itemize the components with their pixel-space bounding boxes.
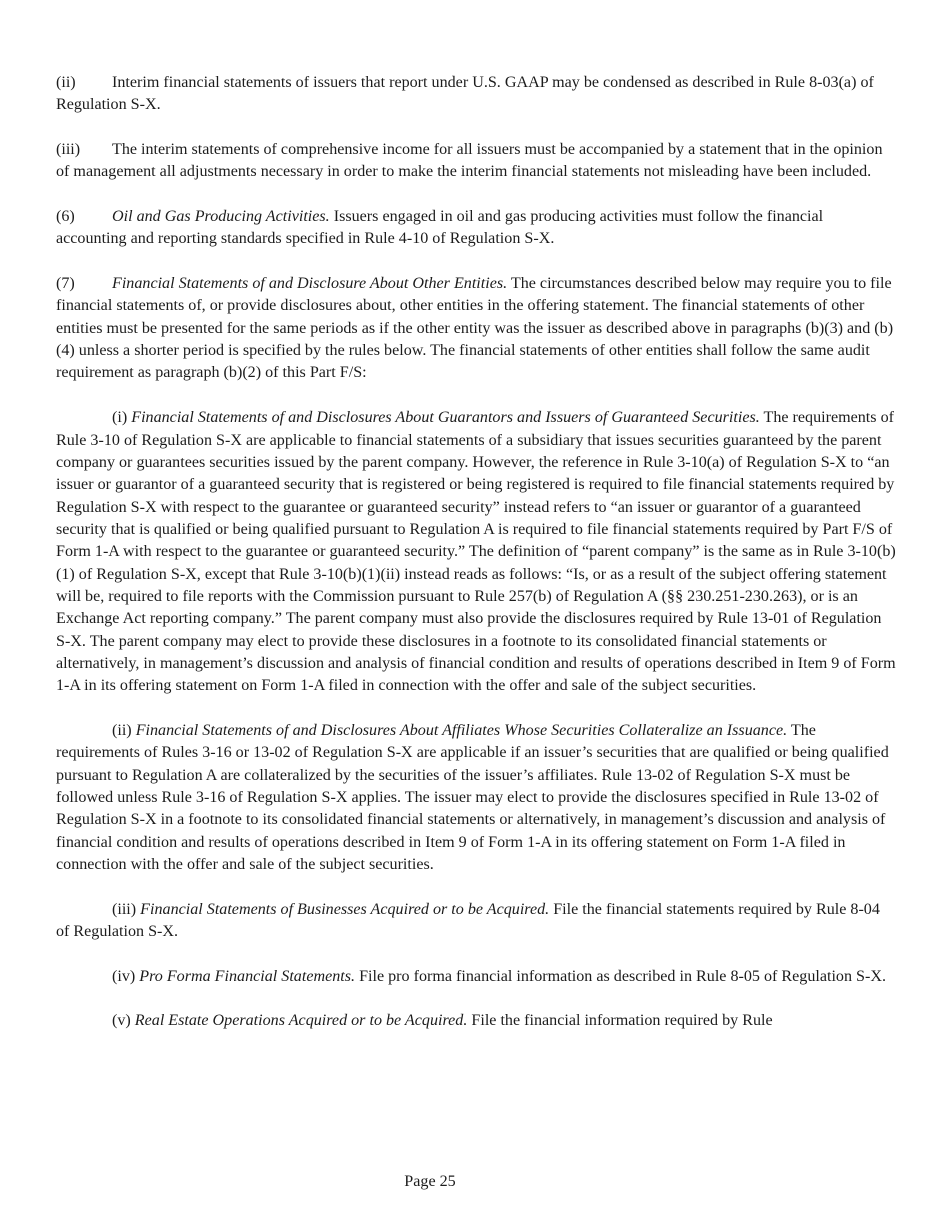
paragraph-heading: Financial Statements of Businesses Acquired or to be Acquired. [140,900,550,918]
paragraph-oil-gas [56,206,896,251]
paragraph-businesses-acquired [56,899,896,944]
page-number: Page 25 [404,1173,456,1190]
paragraph-text: File the financial information required by Rule [471,1012,773,1030]
paragraph-text: The interim statements of comprehensive income for all issuers must be accompanied by a statement that in the opinion of management all adjustments necessary in order to make the interim financial statements not misleading have been included. [56,141,883,181]
paragraph-number: (ii) [112,721,132,739]
paragraph-heading: Real Estate Operations Acquired or to be Acquired. [134,1012,468,1030]
paragraph-comprehensive-income [56,139,896,184]
paragraph-interim-gaap [56,72,896,117]
paragraph-text: The circumstances described below may require you to file financial statements of, or provide disclosures about, other entities in the offering statement. The financial statements of other entities must be presented for the same periods as if the other entity was the issuer as described above in paragraphs (b)(3) and (b)(4) unless a shorter period is specified by the rules below. The financial statements of other entities shall follow the same audit requirement as paragraph (b)(2) of this Part F/S: [56,275,894,382]
paragraph-number: (6) [56,208,75,226]
paragraph-number: (7) [56,275,75,293]
paragraph-real-estate [56,1010,896,1032]
paragraph-number: (iii) [56,141,81,159]
paragraph-text: Issuers engaged in oil and gas producing activities must follow the financial accounting and reporting standards specified in Rule 4-10 of Regulation S-X. [56,208,824,248]
paragraph-heading: Oil and Gas Producing Activities. [112,208,330,226]
paragraph-text: Interim financial statements of issuers that report under U.S. GAAP may be condensed as described in Rule 8-03(a) of Regulation S-X. [56,74,874,114]
paragraph-number: (iii) [112,900,137,918]
paragraph-number: (ii) [56,74,76,91]
paragraph-number: (i) [112,409,128,427]
paragraph-guarantors [56,407,896,697]
document-page [56,72,896,1033]
paragraph-heading: Financial Statements of and Disclosure About Other Entities. [112,275,508,293]
paragraph-text: The requirements of Rules 3-16 or 13-02 of Regulation S-X are applicable if an issuer’s securities that are qualified or being qualified pursuant to Regulation A are collateralized by the securities of the issuer’s affiliates. Rule 13-02 of Regulation S-X must be followed unless Rule 3-16 of Regulation S-X applies. The issuer may elect to provide the disclosures specified in Rule 13-02 of Regulation S-X in a footnote to its consolidated financial statements or alternatively, in management’s discussion and analysis of financial condition and results of operations described in Item 9 of Form 1-A in its offering statement on Form 1-A filed in connection with the offer and sale of the subject securities. [56,721,889,874]
paragraph-text: File pro forma financial information as described in Rule 8-05 of Regulation S-X. [359,967,887,985]
paragraph-text: The requirements of Rule 3-10 of Regulation S-X are applicable to financial statements of a subsidiary that issues securities guaranteed by the parent company or guarantees securities issued by the parent company. However, the reference in Rule 3-10(a) of Regulation S-X to “an issuer or guarantor of a guaranteed security that is registered or being registered is required to file financial statements required by Regulation S-X with respect to the guarantee or guaranteed security” instead refers to “an issuer or guarantor of a guaranteed security that is qualified or being qualified pursuant to Regulation A is required to file financial statements required by Part F/S of Form 1-A with respect to the guarantee or guaranteed security.” The definition of “parent company” is the same as in Rule 3-10(b)(1) of Regulation S-X, except that Rule 3-10(b)(1)(ii) instead reads as follows: “Is, or as a result of the subject offering statement will be, required to file reports with the Commission pursuant to Rule 257(b) of Regulation A (§§ 230.251-230.263), or is an Exchange Act reporting company.” The parent company must also provide the disclosures required by Rule 13-01 of Regulation S-X. The parent company may elect to provide these disclosures in a footnote to its consolidated financial statements or alternatively, in management’s discussion and analysis of financial condition and results of operations described in Item 9 of Form 1-A in its offering statement on Form 1-A filed in connection with the offer and sale of the subject securities. [56,409,896,695]
paragraph-heading: Financial Statements of and Disclosures About Affiliates Whose Securities Collateralize an Issuance. [135,721,788,739]
paragraph-heading: Pro Forma Financial Statements. [139,967,356,985]
paragraph-text: File the financial statements required by Rule 8-04 of Regulation S-X. [56,900,880,941]
paragraph-other-entities [56,273,896,385]
paragraph-number: (iv) [112,967,136,985]
paragraph-pro-forma [56,966,896,988]
paragraph-affiliates [56,720,896,876]
paragraph-number: (v) [112,1012,131,1030]
paragraph-heading: Financial Statements of and Disclosures About Guarantors and Issuers of Guaranteed Securities. [131,409,760,427]
